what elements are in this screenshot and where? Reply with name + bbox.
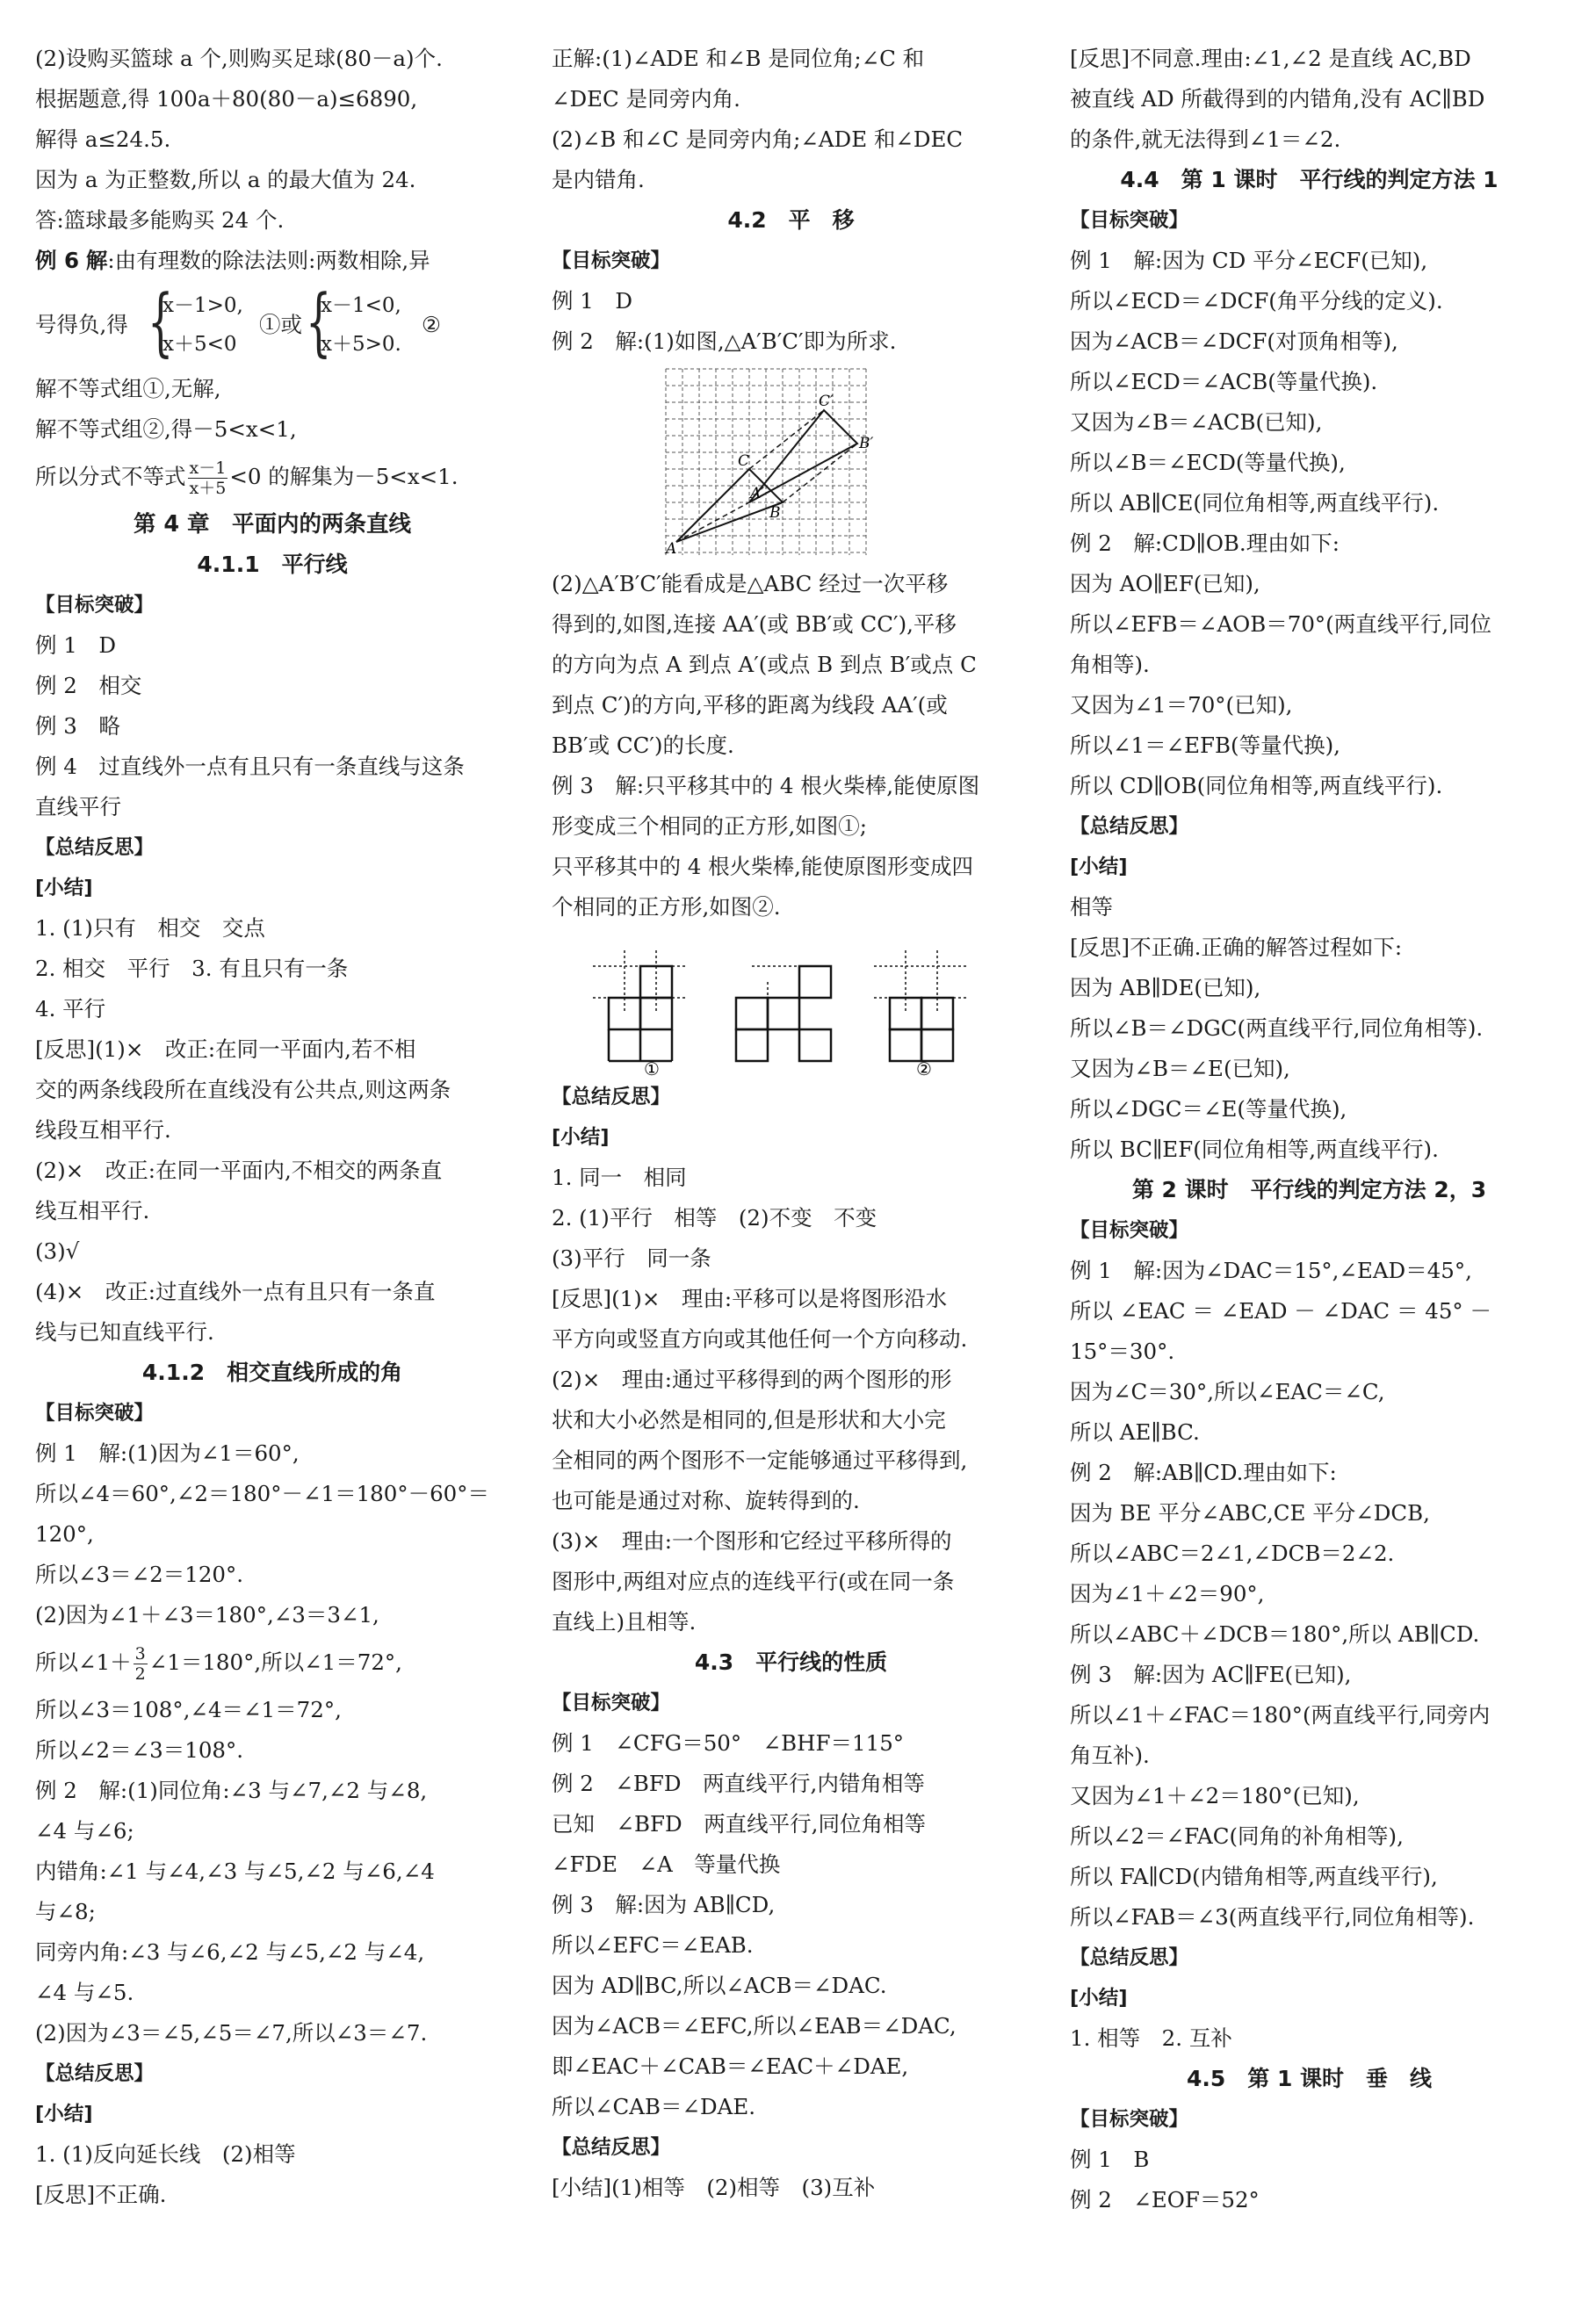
- text-line: 4. 平行: [35, 996, 106, 1021]
- figure-label: ②: [916, 1058, 932, 1077]
- text-line: ∠4 与∠5.: [35, 1980, 134, 2005]
- text-line: 所以∠1＋∠FAC＝180°(两直线平行,同旁内: [1070, 1702, 1491, 1728]
- fraction-numerator: 3: [134, 1644, 146, 1664]
- text-line: 也可能是通过对称、旋转得到的.: [552, 1488, 860, 1513]
- text-line: 所以∠EFC＝∠EAB.: [552, 1932, 754, 1958]
- section-label: 【总结反思】: [35, 836, 155, 859]
- column-1: [35, 39, 509, 2215]
- subsection-label: [小结]: [1070, 855, 1128, 878]
- brace-icon: {: [306, 278, 332, 365]
- matchstick-figures: [552, 928, 1030, 1077]
- text-line: 所以分式不等式: [35, 464, 186, 489]
- text-line: [反思]不同意.理由:∠1,∠2 是直线 AC,BD: [1070, 46, 1471, 71]
- text-line: (2)× 理由:通过平移得到的两个图形的形: [552, 1367, 952, 1392]
- chapter-title: 第 4 章 平面内的两条直线: [134, 511, 411, 538]
- text-line: (2)∠B 和∠C 是同旁内角;∠ADE 和∠DEC: [552, 126, 964, 152]
- text-line: 角相等).: [1070, 652, 1150, 677]
- example-6-line: [35, 241, 509, 281]
- text-line: 又因为∠1＝70°(已知),: [1070, 692, 1293, 718]
- text-line: 因为∠C＝30°,所以∠EAC＝∠C,: [1070, 1379, 1385, 1404]
- text-line: 所以∠DGC＝∠E(等量代换),: [1070, 1096, 1347, 1122]
- text-line: 角互补).: [1070, 1743, 1150, 1768]
- point-label: A: [666, 540, 677, 558]
- text-line: 正解:(1)∠ADE 和∠B 是同位角;∠C 和: [552, 46, 925, 71]
- text-line: 所以∠ECD＝∠DCF(角平分线的定义).: [1070, 288, 1443, 314]
- text-line: 状和大小必然是相同的,但是形状和大小完: [552, 1407, 946, 1433]
- text-line: 所以∠2＝∠3＝108°.: [35, 1737, 244, 1763]
- text-line: 所以∠3＝∠2＝120°.: [35, 1562, 244, 1587]
- text-line: (2)因为∠3＝∠5,∠5＝∠7,所以∠3＝∠7.: [35, 2020, 428, 2046]
- text-line: :由有理数的除法法则:两数相除,异: [107, 248, 430, 273]
- text-line: 例 3 解:只平移其中的 4 根火柴棒,能使原图: [552, 773, 980, 798]
- text-line: 例 2 ∠BFD 两直线平行,内错角相等: [552, 1771, 925, 1796]
- point-label: B: [769, 504, 781, 522]
- text-line: 直线上)且相等.: [552, 1609, 697, 1635]
- text-line: (2)△A′B′C′能看成是△ABC 经过一次平移: [552, 571, 949, 596]
- fraction: [134, 1644, 148, 1684]
- text-line: 所以∠ABC＋∠DCB＝180°,所以 AB∥CD.: [1070, 1621, 1480, 1647]
- text-line: 因为 AO∥EF(已知),: [1070, 571, 1260, 596]
- section-title: 4.4 第 1 课时 平行线的判定方法 1: [1120, 167, 1499, 192]
- text-line: 到点 C′)的方向,平移的距离为线段 AA′(或: [552, 692, 948, 718]
- section-label: 【总结反思】: [1070, 1946, 1189, 1969]
- text-line: 所以∠ECD＝∠ACB(等量代换).: [1070, 369, 1378, 394]
- text-line: 例 1 ∠CFG＝50° ∠BHF＝115°: [552, 1730, 905, 1756]
- section-label: 【总结反思】: [35, 2062, 155, 2085]
- text-line: 例 2 解:(1)如图,△A′B′C′即为所求.: [552, 328, 897, 354]
- text-line: 号得负,得: [35, 312, 128, 337]
- fraction-denominator: x＋5: [189, 479, 227, 498]
- text-line: 1. (1)反向延长线 (2)相等: [35, 2141, 296, 2167]
- text-line: 个相同的正方形,如图②.: [552, 894, 781, 920]
- text-line: 图形中,两组对应点的连线平行(或在同一条: [552, 1569, 955, 1594]
- text-line: (2)设购买篮球 a 个,则购买足球(80－a)个.: [35, 46, 443, 71]
- text-line: 120°,: [35, 1521, 94, 1547]
- point-label: A′: [750, 485, 765, 502]
- text-line: 线与已知直线平行.: [35, 1319, 214, 1345]
- text-line: 因为 a 为正整数,所以 a 的最大值为 24.: [35, 167, 416, 192]
- text-line: 全相同的两个图形不一定能够通过平移得到,: [552, 1447, 968, 1473]
- text-line: 线段互相平行.: [35, 1117, 171, 1143]
- text-line: 是内错角.: [552, 167, 645, 192]
- section-label: 【总结反思】: [1070, 815, 1189, 838]
- text-line: ∠DEC 是同旁内角.: [552, 86, 740, 112]
- fraction-denominator: 2: [134, 1664, 146, 1684]
- system-1-tag: ①或: [259, 312, 302, 337]
- text-line: BB′或 CC′)的长度.: [552, 733, 734, 758]
- text-line: 直线平行: [35, 794, 121, 819]
- section-title: 第 2 课时 平行线的判定方法 2，3: [1131, 1177, 1487, 1202]
- text-line: 所以∠3＝108°,∠4＝∠1＝72°,: [35, 1697, 342, 1722]
- section-label: 【目标突破】: [552, 249, 671, 272]
- text-line: 例 3 略: [35, 713, 120, 739]
- text-line: 的方向为点 A 到点 A′(或点 B 到点 B′或点 C: [552, 652, 977, 677]
- text-line: ∠1＝180°,所以∠1＝72°,: [148, 1649, 402, 1675]
- brace-icon: {: [148, 278, 174, 365]
- subsection-label: [小结]: [552, 1126, 610, 1149]
- text-line: 解不等式组①,无解,: [35, 376, 221, 401]
- text-line: 例 2 解:(1)同位角:∠3 与∠7,∠2 与∠8,: [35, 1778, 428, 1803]
- text-line: 与∠8;: [35, 1899, 96, 1924]
- text-line: [反思](1)× 改正:在同一平面内,若不相: [35, 1036, 416, 1062]
- figure-1b: [736, 966, 831, 1061]
- text-line: 例 2 ∠EOF＝52°: [1070, 2187, 1260, 2212]
- section-label: 【总结反思】: [552, 1086, 671, 1108]
- grid-lines: [666, 369, 866, 555]
- text-line: (4)× 改正:过直线外一点有且只有一条直: [35, 1279, 436, 1304]
- text-line: 2. 相交 平行 3. 有且只有一条: [35, 956, 349, 981]
- column-2: [552, 39, 1030, 2208]
- section-label: 【目标突破】: [552, 1692, 671, 1714]
- text-line: 例 1 D: [35, 632, 117, 658]
- section-label: 【目标突破】: [1070, 2108, 1189, 2131]
- text-line: <0 的解集为－5<x<1.: [229, 464, 459, 489]
- text-line: 因为∠ACB＝∠EFC,所以∠EAB＝∠DAC,: [552, 2013, 957, 2039]
- text-line: [反思](1)× 理由:平移可以是将图形沿水: [552, 1286, 948, 1311]
- text-line: 又因为∠1＋∠2＝180°(已知),: [1070, 1783, 1360, 1808]
- text-line: 例 3 解:因为 AC∥FE(已知),: [1070, 1662, 1352, 1687]
- text-line: 交的两条线段所在直线没有公共点,则这两条: [35, 1077, 451, 1102]
- text-line: 根据题意,得 100a＋80(80－a)≤6890,: [35, 86, 418, 112]
- text-line: 因为 AB∥DE(已知),: [1070, 975, 1261, 1000]
- text-line: [反思]不正确.: [35, 2182, 167, 2207]
- section-label: 【目标突破】: [35, 594, 155, 617]
- text-line: 所以∠2＝∠FAC(同角的补角相等),: [1070, 1823, 1404, 1849]
- matchstick-diagram: [552, 928, 1030, 1077]
- section-label: 【目标突破】: [35, 1402, 155, 1425]
- section-title: 4.1.2 相交直线所成的角: [141, 1360, 403, 1385]
- text-line: 例 1 解:(1)因为∠1＝60°,: [35, 1440, 300, 1466]
- fraction-numerator: x－1: [189, 458, 227, 478]
- text-line: 因为∠ACB＝∠DCF(对顶角相等),: [1070, 328, 1398, 354]
- correspondence-lines: [676, 410, 857, 542]
- text-line: 所以∠1＝∠EFB(等量代换),: [1070, 733, 1340, 758]
- text-line: 15°＝30°.: [1070, 1339, 1175, 1364]
- text-line: 因为 BE 平分∠ABC,CE 平分∠DCB,: [1070, 1500, 1430, 1526]
- fraction-line: [35, 450, 509, 504]
- text-line: 只平移其中的 4 根火柴棒,能使原图形变成四: [552, 854, 973, 879]
- text-line: 已知 ∠BFD 两直线平行,同位角相等: [552, 1811, 926, 1837]
- text-line: 所以∠EFB＝∠AOB＝70°(两直线平行,同位: [1070, 611, 1491, 637]
- figure-label: ①: [644, 1058, 660, 1077]
- text-line: 1. (1)只有 相交 交点: [35, 915, 265, 941]
- text-line: 例 1 B: [1070, 2147, 1150, 2172]
- text-line: (3)× 理由:一个图形和它经过平移所得的: [552, 1528, 952, 1554]
- point-label: C: [738, 452, 750, 470]
- text-line: 内错角:∠1 与∠4,∠3 与∠5,∠2 与∠6,∠4: [35, 1859, 435, 1884]
- text-line: 平方向或竖直方向或其他任何一个方向移动.: [552, 1326, 968, 1352]
- system-2-row-2: x＋5>0.: [321, 333, 401, 356]
- section-title: 4.5 第 1 课时 垂 线: [1186, 2066, 1433, 2091]
- figure-1b-dashed: [752, 966, 815, 1014]
- section-title: 4.1.1 平行线: [197, 552, 348, 577]
- text-line: 例 2 解:CD∥OB.理由如下:: [1070, 531, 1340, 556]
- figure-1: [609, 966, 672, 1061]
- text-line: 例 2 解:AB∥CD.理由如下:: [1070, 1460, 1337, 1485]
- point-label: C′: [819, 393, 834, 410]
- text-line: ∠FDE ∠A 等量代换: [552, 1851, 781, 1877]
- translation-figure: [552, 362, 1030, 564]
- text-line: 得到的,如图,连接 AA′(或 BB′或 CC′),平移: [552, 611, 957, 637]
- text-line: 所以 BC∥EF(同位角相等,两直线平行).: [1070, 1137, 1439, 1162]
- text-line: 即∠EAC＋∠CAB＝∠EAC＋∠DAE,: [552, 2054, 909, 2079]
- text-line: 1. 相等 2. 互补: [1070, 2025, 1232, 2051]
- text-line: 例 1 解:因为 CD 平分∠ECF(已知),: [1070, 248, 1428, 273]
- subsection-label: [小结]: [35, 2103, 93, 2126]
- system-1-row-2: x＋5<0: [162, 333, 237, 356]
- text-line: 被直线 AD 所截得到的内错角,没有 AC∥BD: [1070, 86, 1485, 112]
- translation-grid-diagram: [552, 362, 1030, 564]
- text-line: 例 1 D: [552, 288, 633, 314]
- section-label: 【总结反思】: [552, 2136, 671, 2159]
- text-line: 所以∠B＝∠ECD(等量代换),: [1070, 450, 1346, 475]
- text-line: 例 4 过直线外一点有且只有一条直线与这条: [35, 754, 465, 779]
- inequality-systems: [35, 278, 509, 369]
- text-line: 所以∠1＋: [35, 1649, 132, 1675]
- text-line: 解不等式组②,得－5<x<1,: [35, 416, 297, 442]
- text-line: 例 3 解:因为 AB∥CD,: [552, 1892, 776, 1917]
- fraction-line: [35, 1635, 509, 1690]
- text-line: 答:篮球最多能购买 24 个.: [35, 207, 285, 233]
- text-line: 例 1 解:因为∠DAC＝15°,∠EAD＝45°,: [1070, 1258, 1472, 1283]
- text-line: (3)√: [35, 1238, 80, 1264]
- text-line: 所以 AE∥BC.: [1070, 1419, 1200, 1445]
- text-line: [小结](1)相等 (2)相等 (3)互补: [552, 2175, 876, 2200]
- text-line: 所以 ∠EAC ＝ ∠EAD － ∠DAC ＝ 45° －: [1070, 1298, 1491, 1324]
- text-line: (2)× 改正:在同一平面内,不相交的两条直: [35, 1158, 443, 1183]
- text-line: 形变成三个相同的正方形,如图①;: [552, 813, 868, 839]
- point-label: B′: [859, 435, 874, 452]
- subsection-label: [小结]: [1070, 1987, 1128, 2010]
- text-line: 所以∠B＝∠DGC(两直线平行,同位角相等).: [1070, 1015, 1484, 1041]
- text-line: 因为 AD∥BC,所以∠ACB＝∠DAC.: [552, 1973, 887, 1998]
- fraction: [188, 458, 228, 498]
- column-3: [1070, 39, 1549, 2220]
- example-label: 例 6: [35, 248, 80, 273]
- text-line: (3)平行 同一条: [552, 1245, 711, 1271]
- text-line: 所以∠4＝60°,∠2＝180°－∠1＝180°－60°＝: [35, 1481, 490, 1506]
- text-line: 所以∠ABC＝2∠1,∠DCB＝2∠2.: [1070, 1541, 1395, 1566]
- section-label: 【目标突破】: [1070, 209, 1189, 232]
- text-line: 所以 CD∥OB(同位角相等,两直线平行).: [1070, 773, 1443, 798]
- section-title: 4.3 平行线的性质: [694, 1649, 888, 1675]
- text-line: ∠4 与∠6;: [35, 1818, 134, 1844]
- text-line: 同旁内角:∠3 与∠6,∠2 与∠5,∠2 与∠4,: [35, 1939, 425, 1965]
- text-line: 线互相平行.: [35, 1198, 150, 1223]
- system-1-row-1: x－1>0,: [162, 294, 243, 317]
- text-line: 所以∠CAB＝∠DAE.: [552, 2094, 756, 2119]
- text-line: 解得 a≤24.5.: [35, 126, 171, 152]
- text-line: 的条件,就无法得到∠1＝∠2.: [1070, 126, 1341, 152]
- text-line: 所以 AB∥CE(同位角相等,两直线平行).: [1070, 490, 1440, 516]
- subsection-label: [小结]: [35, 877, 93, 899]
- text-line: 所以∠FAB＝∠3(两直线平行,同位角相等).: [1070, 1904, 1475, 1930]
- text-line: 例 2 相交: [35, 673, 142, 698]
- section-title: 4.2 平 移: [727, 207, 855, 233]
- figure-2: [890, 998, 953, 1061]
- text-line: [反思]不正确.正确的解答过程如下:: [1070, 935, 1403, 960]
- text-line: 又因为∠B＝∠E(已知),: [1070, 1056, 1290, 1081]
- section-label: 【目标突破】: [1070, 1219, 1189, 1242]
- text-line: 又因为∠B＝∠ACB(已知),: [1070, 409, 1323, 435]
- text-line: 相等: [1070, 894, 1113, 920]
- text-line: 1. 同一 相同: [552, 1165, 687, 1190]
- system-2-row-1: x－1<0,: [321, 294, 401, 317]
- text-line: 因为∠1＋∠2＝90°,: [1070, 1581, 1265, 1606]
- text-line: 2. (1)平行 相等 (2)不变 不变: [552, 1205, 877, 1231]
- system-2-tag: ②: [422, 312, 441, 337]
- text-line: (2)因为∠1＋∠3＝180°,∠3＝3∠1,: [35, 1602, 379, 1628]
- solution-label: 解: [85, 248, 108, 273]
- text-line: 所以 FA∥CD(内错角相等,两直线平行),: [1070, 1864, 1438, 1889]
